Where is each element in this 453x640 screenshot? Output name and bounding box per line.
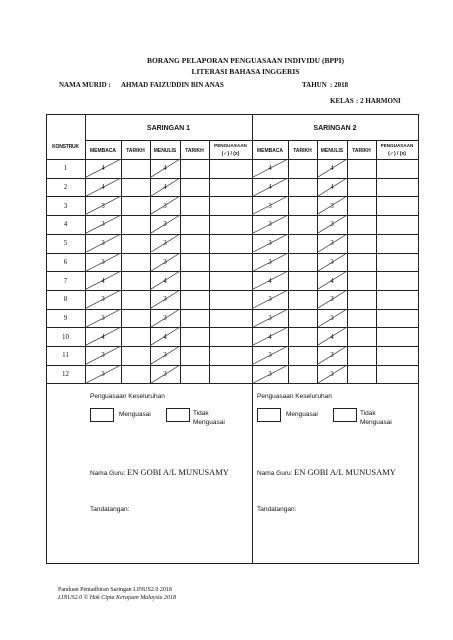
konstruk-number: 12 (62, 370, 69, 379)
table-row (46, 253, 419, 272)
table-row (46, 178, 419, 197)
konstruk-number: 1 (63, 164, 68, 173)
not-mastered-label-right-2: Menguasai (360, 419, 392, 426)
menulis-score: 3 (330, 239, 334, 248)
year-label: TAHUN (302, 81, 327, 89)
overall-label-left: Penguasaan Keseluruhan (90, 393, 165, 400)
col-penguasaan-2-sub: (✓) / (x) (388, 150, 406, 157)
menulis-score: 3 (163, 220, 167, 229)
overall-label-right: Penguasaan Keseluruhan (257, 393, 332, 400)
membaca-score: 4 (268, 164, 272, 173)
table-row (46, 215, 419, 234)
col-menulis-1: MENULIS (153, 148, 177, 154)
menulis-score: 4 (330, 164, 334, 173)
menulis-score: 3 (330, 351, 334, 360)
konstruk-number: 9 (63, 313, 68, 322)
form-title: BORANG PELAPORAN PENGUASAAN INDIVIDU (BPPI) (146, 56, 345, 65)
menulis-score: 3 (330, 220, 334, 229)
not-mastered-checkbox-right[interactable] (333, 408, 357, 422)
menulis-score: 4 (163, 276, 167, 285)
footer-line2: LINUS2.0 © Hak Cipta Kerajaan Malaysia 2018 (58, 595, 177, 601)
membaca-score: 4 (101, 332, 105, 341)
teacher-label-right: Nama Guru: (257, 470, 293, 477)
membaca-score: 3 (268, 295, 272, 304)
class-label: KELAS (330, 97, 354, 105)
table-row (46, 271, 419, 290)
membaca-score: 3 (268, 239, 272, 248)
col-tarikh-2a: TARIKH (293, 148, 312, 154)
not-mastered-label-left-2: Menguasai (193, 419, 225, 426)
konstruk-number: 5 (63, 239, 68, 248)
menulis-score: 3 (163, 239, 167, 248)
table-row (46, 346, 419, 365)
membaca-score: 3 (268, 257, 272, 266)
membaca-score: 3 (268, 201, 272, 210)
membaca-score: 3 (268, 313, 272, 322)
menulis-score: 3 (163, 313, 167, 322)
footer-line1: Panduan Pentadbiran Saringan LINUS2.0 2018 (58, 587, 172, 593)
menulis-score: 3 (163, 257, 167, 266)
menulis-score: 4 (163, 164, 167, 173)
table-row (46, 290, 419, 309)
membaca-score: 4 (268, 183, 272, 192)
menulis-score: 4 (330, 276, 334, 285)
signature-label-right: Tandatangan: (257, 506, 297, 513)
table-row (46, 309, 419, 328)
col-penguasaan-2: PENGUASAAN (380, 143, 414, 148)
konstruk-header: KONSTRUK (52, 143, 79, 150)
teacher-label-left: Nama Guru: (90, 470, 126, 477)
menulis-score: 3 (163, 351, 167, 360)
membaca-score: 4 (268, 276, 272, 285)
form-subtitle: LITERASI BAHASA INGGERIS (191, 67, 300, 76)
saringan1-header: SARINGAN 1 (146, 124, 191, 132)
mastered-checkbox-right[interactable] (257, 408, 281, 422)
teacher-name-left: EN GOBI A/L MUNUSAMY (127, 467, 229, 477)
table-row (46, 159, 419, 178)
konstruk-number: 7 (63, 276, 68, 285)
membaca-score: 4 (268, 332, 272, 341)
menulis-score: 3 (330, 201, 334, 210)
mastered-label-right: Menguasai (286, 411, 318, 418)
col-tarikh-2b: TARIKH (352, 148, 371, 154)
konstruk-number: 3 (63, 201, 68, 210)
konstruk-number: 8 (63, 295, 68, 304)
menulis-score: 4 (330, 332, 334, 341)
konstruk-number: 2 (63, 183, 68, 192)
menulis-score: 3 (163, 370, 167, 379)
menulis-score: 3 (163, 201, 167, 210)
table-row (46, 234, 419, 253)
col-membaca-2: MEMBACA (256, 148, 284, 154)
membaca-score: 3 (101, 239, 105, 248)
konstruk-number: 4 (63, 220, 68, 229)
membaca-score: 4 (101, 276, 105, 285)
membaca-score: 3 (101, 220, 105, 229)
membaca-score: 3 (101, 370, 105, 379)
menulis-score: 4 (163, 332, 167, 341)
col-membaca-1: MEMBACA (89, 148, 117, 154)
konstruk-number: 6 (63, 257, 68, 266)
student-name-label: NAMA MURID : (59, 81, 111, 89)
signature-label-left: Tandatangan: (90, 506, 130, 513)
menulis-score: 3 (163, 295, 167, 304)
not-mastered-checkbox-left[interactable] (166, 408, 190, 422)
saringan2-header: SARINGAN 2 (313, 124, 357, 132)
table-row (46, 196, 419, 215)
membaca-score: 3 (101, 257, 105, 266)
konstruk-number: 10 (62, 332, 69, 341)
not-mastered-label-left-1: Tidak (193, 410, 209, 417)
table-row (46, 365, 419, 384)
menulis-score: 4 (163, 183, 167, 192)
membaca-score: 3 (101, 201, 105, 210)
menulis-score: 3 (330, 313, 334, 322)
membaca-score: 3 (268, 370, 272, 379)
menulis-score: 3 (330, 257, 334, 266)
membaca-score: 3 (268, 351, 272, 360)
konstruk-number: 11 (62, 351, 69, 360)
membaca-score: 3 (101, 295, 105, 304)
class-value: : 2 HARMONI (356, 97, 401, 105)
membaca-score: 3 (101, 351, 105, 360)
membaca-score: 3 (101, 313, 105, 322)
teacher-name-right: EN GOBI A/L MUNUSAMY (294, 467, 396, 477)
col-tarikh-1a: TARIKH (126, 148, 145, 154)
student-name-value: AHMAD FAIZUDDIN BIN ANAS (121, 81, 224, 89)
membaca-score: 4 (101, 183, 105, 192)
col-penguasaan-1-sub: (✓) / (x) (221, 150, 240, 157)
mastered-checkbox-left[interactable] (90, 408, 114, 422)
not-mastered-label-right-1: Tidak (360, 410, 376, 417)
year-value: : 2018 (330, 81, 349, 89)
membaca-score: 3 (268, 220, 272, 229)
menulis-score: 4 (330, 183, 334, 192)
membaca-score: 4 (101, 164, 105, 173)
menulis-score: 3 (330, 370, 334, 379)
mastered-label-left: Menguasai (119, 411, 151, 418)
menulis-score: 3 (330, 295, 334, 304)
col-penguasaan-1: PENGUASAAN (214, 143, 247, 148)
table-row (46, 327, 419, 346)
col-tarikh-1b: TARIKH (185, 148, 204, 154)
col-menulis-2: MENULIS (320, 148, 344, 154)
